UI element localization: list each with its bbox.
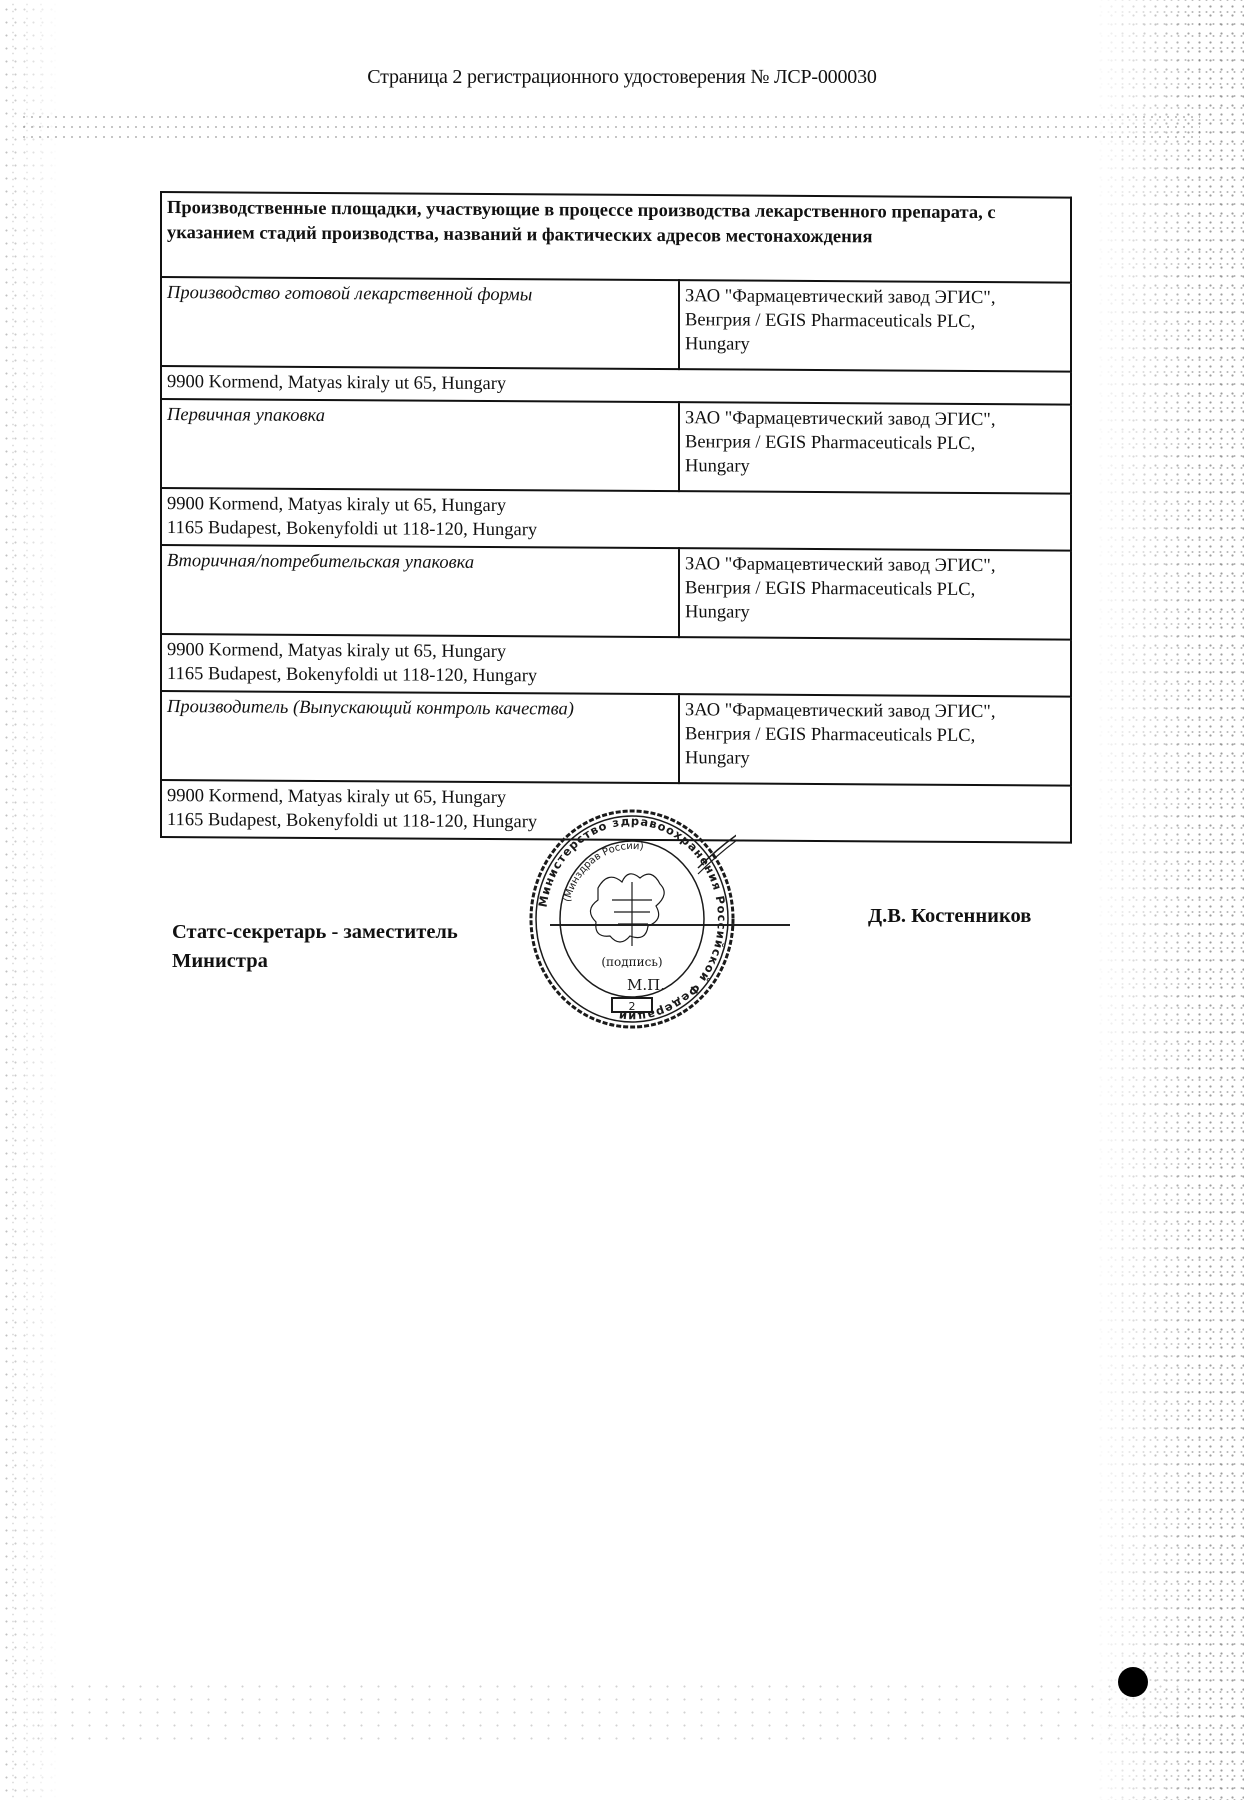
production-stage: Производство готовой лекарственной формы <box>161 277 679 369</box>
company-name: ЗАО "Фармацевтический завод ЭГИС", Венгрия / EGIS Pharmaceuticals PLC, Hungary <box>679 694 1071 785</box>
site-address: 9900 Kormend, Matyas kiraly ut 65, Hungary 1165 Budapest, Bokenyfoldi ut 118-120, Hungary <box>161 780 1071 843</box>
signer-name: Д.В. Костенников <box>868 905 1032 927</box>
scan-mark-dot <box>1118 1667 1148 1697</box>
table-row <box>161 691 1071 786</box>
company-name: ЗАО "Фармацевтический завод ЭГИС", Венгрия / EGIS Pharmaceuticals PLC, Hungary <box>679 280 1071 371</box>
table-row <box>161 277 1071 372</box>
official-seal-stamp <box>528 808 736 1030</box>
scan-noise-bottom <box>30 1680 1180 1750</box>
production-stage: Вторичная/потребительская упаковка <box>161 545 679 637</box>
svg-text:М.П.: М.П. <box>627 976 665 994</box>
company-name: ЗАО "Фармацевтический завод ЭГИС", Венгрия / EGIS Pharmaceuticals PLC, Hungary <box>679 402 1071 493</box>
site-address: 9900 Kormend, Matyas kiraly ut 65, Hungary <box>161 366 1071 405</box>
site-address: 9900 Kormend, Matyas kiraly ut 65, Hungary 1165 Budapest, Bokenyfoldi ut 118-120, Hungary <box>161 634 1071 697</box>
svg-text:Министерство здравоохранения Р: Министерство здравоохранения Российской Федерации <box>535 813 730 1025</box>
signer-position <box>172 918 458 976</box>
production-sites-table <box>160 191 1072 844</box>
table-row <box>161 545 1071 640</box>
site-address: 9900 Kormend, Matyas kiraly ut 65, Hungary 1165 Budapest, Bokenyfoldi ut 118-120, Hungary <box>161 488 1071 551</box>
scan-noise-right-margin <box>1094 0 1244 1800</box>
signer-position-line1: Статс-секретарь - заместитель <box>172 921 458 943</box>
scan-noise-top-strip <box>20 112 1200 142</box>
company-name: ЗАО "Фармацевтический завод ЭГИС", Венгрия / EGIS Pharmaceuticals PLC, Hungary <box>679 548 1071 639</box>
table-heading-row <box>161 192 1071 283</box>
production-stage: Производитель (Выпускающий контроль качества) <box>161 691 679 783</box>
page-title: Страница 2 регистрационного удостоверения № ЛСР-000030 <box>367 66 877 88</box>
address-row <box>161 488 1071 551</box>
scan-noise-left-margin <box>0 0 60 1800</box>
svg-text:2: 2 <box>628 1000 636 1013</box>
address-row <box>161 634 1071 697</box>
address-row <box>161 366 1071 405</box>
svg-text:(подпись): (подпись) <box>601 955 663 969</box>
svg-text:(Минздрав России): (Минздрав России) <box>562 840 645 904</box>
signer-position-line2: Министра <box>172 950 268 972</box>
seal-icon <box>528 808 736 1030</box>
production-stage: Первичная упаковка <box>161 399 679 491</box>
table-row <box>161 399 1071 494</box>
table-heading: Производственные площадки, участвующие в процессе производства лекарственного препарата, с указанием стадий производства, названий и фактических адресов местонахождения <box>161 192 1071 283</box>
